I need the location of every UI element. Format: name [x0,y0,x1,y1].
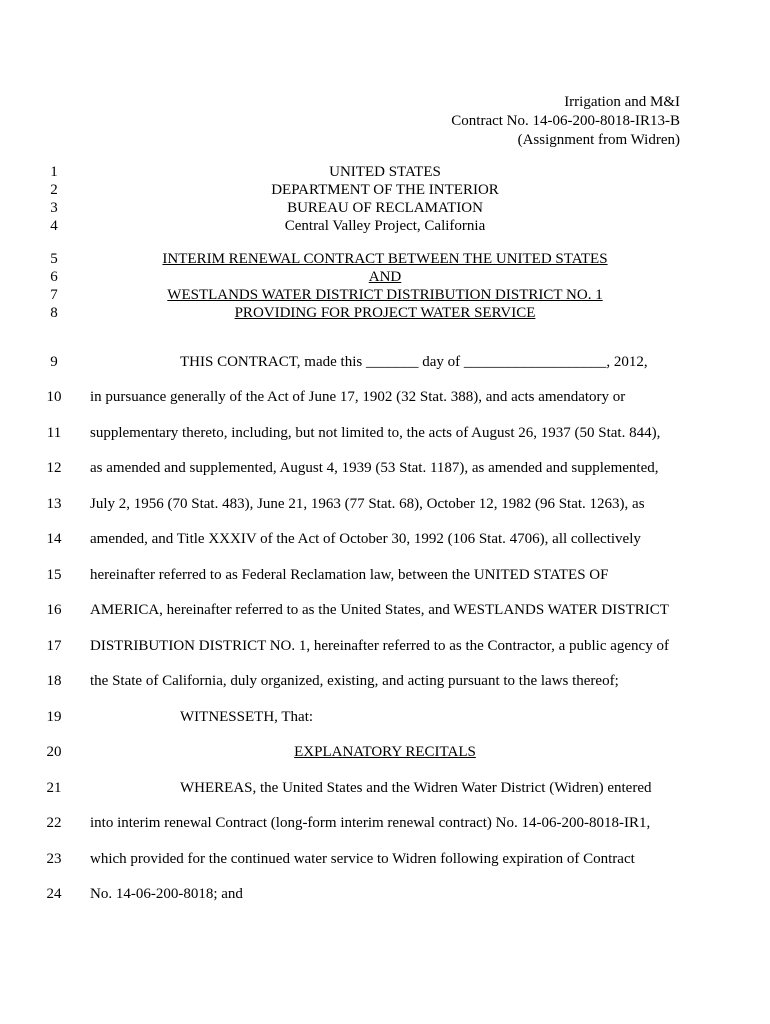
line-number: 12 [46,460,62,476]
line-number: 20 [46,744,62,760]
agency-line: BUREAU OF RECLAMATION [287,200,483,216]
line-number: 4 [50,218,58,234]
line-number: 14 [46,531,62,547]
contract-title: AND [368,269,402,285]
body-line: as amended and supplemented, August 4, 1939 (53 Stat. 1187), as amended and supplemented, [90,460,659,476]
body-line: amended, and Title XXXIV of the Act of October 30, 1992 (106 Stat. 4706), all collectively [90,531,641,547]
header-contract-type: Irrigation and M&I [564,94,680,110]
section-heading: EXPLANATORY RECITALS [294,744,476,760]
agency-line: Central Valley Project, California [284,218,486,234]
body-line: THIS CONTRACT, made this _______ day of ___________________, 2012, [180,354,648,370]
line-number: 3 [50,200,58,216]
body-line: in pursuance generally of the Act of June 17, 1902 (32 Stat. 388), and acts amendatory or [90,389,626,405]
contract-title: WESTLANDS WATER DISTRICT DISTRIBUTION DISTRICT NO. 1 [167,287,603,303]
line-number: 8 [50,305,58,321]
body-line: July 2, 1956 (70 Stat. 483), June 21, 1963 (77 Stat. 68), October 12, 1982 (96 Stat. 1263), as [90,496,645,512]
body-line: WITNESSETH, That: [180,709,314,725]
body-line: hereinafter referred to as Federal Reclamation law, between the UNITED STATES OF [90,567,609,583]
line-number: 9 [50,354,58,370]
body-line: supplementary thereto, including, but not limited to, the acts of August 26, 1937 (50 Stat. 844), [90,425,661,441]
agency-line: UNITED STATES [329,164,441,180]
body-line: No. 14-06-200-8018; and [90,886,243,902]
line-number: 2 [50,182,58,198]
line-number: 6 [50,269,58,285]
line-number: 16 [46,602,62,618]
line-number: 21 [46,780,62,796]
body-line: which provided for the continued water service to Widren following expiration of Contract [90,851,635,867]
contract-title: PROVIDING FOR PROJECT WATER SERVICE [234,305,536,321]
body-line: the State of California, duly organized, existing, and acting pursuant to the laws thereof; [90,673,619,689]
body-line: into interim renewal Contract (long-form interim renewal contract) No. 14-06-200-8018-IR1, [90,815,651,831]
line-number: 23 [46,851,62,867]
line-number: 7 [50,287,58,303]
line-number: 24 [46,886,62,902]
header-contract-number: Contract No. 14-06-200-8018-IR13-B [451,113,680,129]
line-number: 10 [46,389,62,405]
body-line: WHEREAS, the United States and the Widren Water District (Widren) entered [180,780,652,796]
line-number: 11 [46,425,62,441]
body-line: AMERICA, hereinafter referred to as the United States, and WESTLANDS WATER DISTRICT [90,602,669,618]
body-line: DISTRIBUTION DISTRICT NO. 1, hereinafter referred to as the Contractor, a public agency of [90,638,669,654]
line-number: 5 [50,251,58,267]
line-number: 18 [46,673,62,689]
line-number: 13 [46,496,62,512]
agency-line: DEPARTMENT OF THE INTERIOR [271,182,499,198]
line-number: 19 [46,709,62,725]
contract-title: INTERIM RENEWAL CONTRACT BETWEEN THE UNITED STATES [162,251,608,267]
header-assignment: (Assignment from Widren) [517,132,680,148]
line-number: 17 [46,638,62,654]
line-number: 22 [46,815,62,831]
line-number: 1 [50,164,58,180]
line-number: 15 [46,567,62,583]
